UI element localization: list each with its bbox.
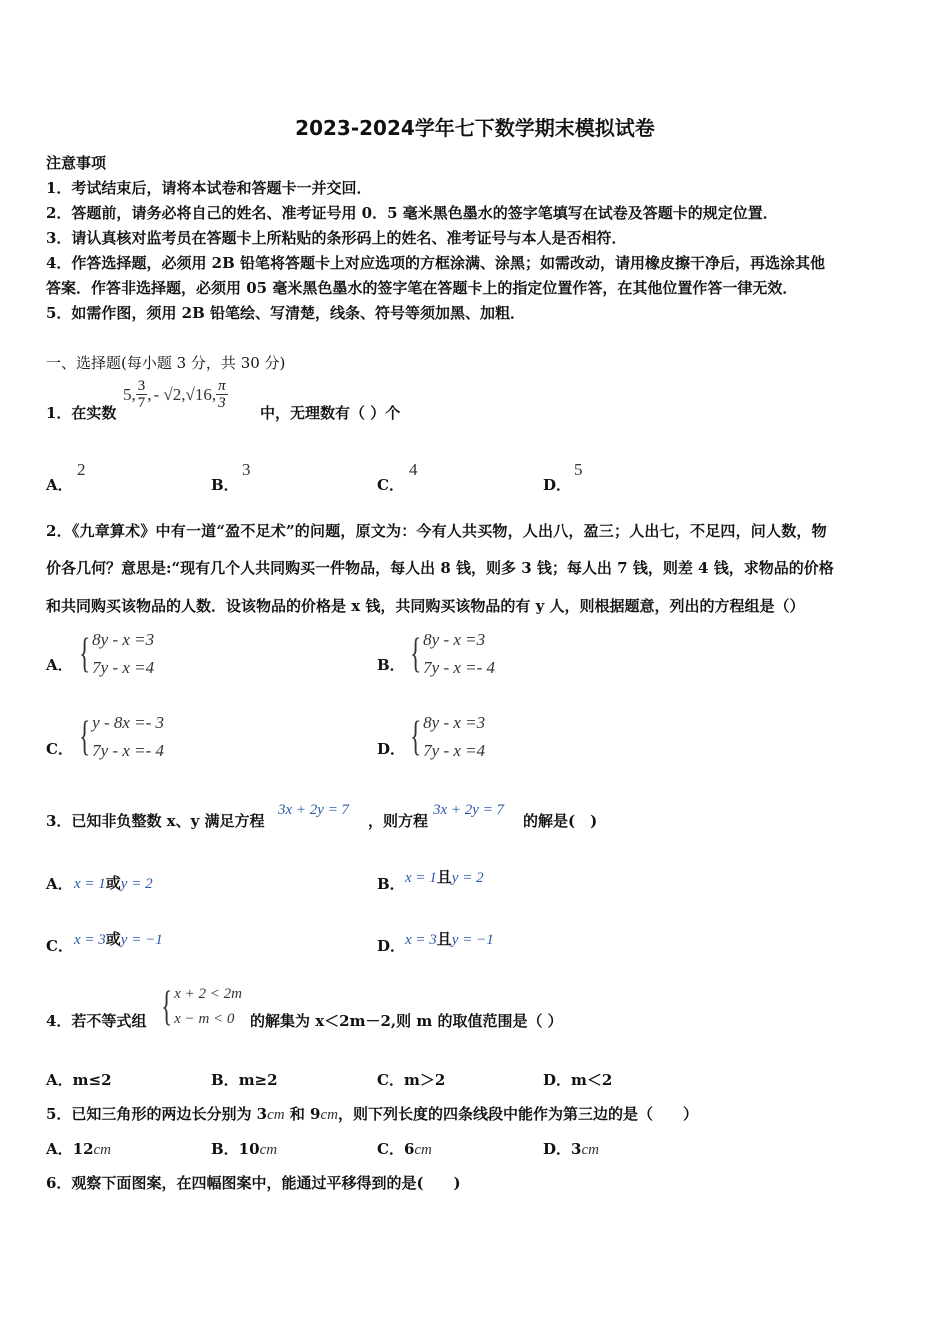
q3-equation: 3x + 2y = 7 [278, 802, 350, 818]
q3-option-a: x = 1 或 y = 2 [74, 874, 153, 892]
q2-option-a-label[interactable]: A． [46, 656, 73, 674]
q2-line: 和共同购买该物品的人数．设该物品的价格是 x 钱，共同购买该物品的有 y 人，则根据题意，列出的方程组是（） [46, 597, 805, 615]
notice-item: 5．如需作图，须用 2B 铅笔绘、写清楚，线条、符号等须加黑、加粗． [46, 304, 525, 322]
q1-option-d-value: 5 [574, 460, 583, 479]
q2-line: 价各几何？意思是:“现有几个人共同购买一件物品，每人出 8 钱，则多 3 钱；每人出 7 钱，则差 4 钱，求物品的价格 [46, 559, 834, 577]
notice-item: 4．作答选择题，必须用 2B 铅笔将答题卡上对应选项的方框涂满、涂黑；如需改动，请用橡皮擦干净后，再选涂其他 [46, 254, 826, 272]
brace-icon: { [410, 714, 422, 760]
section-heading: 一、选择题(每小题 3 分，共 30 分) [46, 354, 286, 372]
q1-numbers [123, 378, 228, 411]
q4-option-d[interactable]: D．m＜2 [543, 1071, 613, 1089]
q4-prefix: 4．若不等式组 [46, 1012, 147, 1030]
q1-fraction: $\frac{3}{7}$ [137, 378, 146, 411]
brace-icon: { [79, 631, 91, 677]
q2-option-c-label[interactable]: C． [46, 740, 73, 758]
q4-option-a[interactable]: A．m≤2 [46, 1071, 112, 1089]
q5-option-c[interactable]: C．6cm [377, 1140, 432, 1158]
notice-item: 1．考试结束后，请将本试卷和答题卡一并交回． [46, 179, 372, 197]
q6-question: 6．观察下面图案，在四幅图案中，能通过平移得到的是( ) [46, 1174, 461, 1192]
q4-system: { x + 2 < 2m x − m < 0 [161, 984, 242, 1030]
page-title: 2023-2024学年七下数学期末模拟试卷 [295, 116, 655, 140]
q3-option-c: x = 3 或 y = −1 [74, 930, 163, 948]
q5-option-a[interactable]: A．12cm [46, 1140, 112, 1158]
q2-option-a-system: { 8y - x =3 7y - x =4 [79, 630, 155, 677]
q1-number: 5, [123, 384, 136, 404]
q2-option-b-label[interactable]: B． [377, 656, 405, 674]
q1-prefix: 1．在实数 [46, 404, 117, 422]
q1-neg-sqrt2: - √2, [153, 384, 186, 404]
brace-icon: { [79, 714, 91, 760]
q1-option-c-label[interactable]: C． [377, 476, 404, 494]
q2-option-c-system: { y - 8x =- 3 7y - x =- 4 [79, 713, 165, 760]
q3-prefix: 3．已知非负整数 x、y 满足方程 [46, 812, 265, 830]
q1-option-b-label[interactable]: B． [211, 476, 239, 494]
notice-item: 答案．作答非选择题，必须用 05 毫米黑色墨水的签字笔在答题卡上的指定位置作答，在其他位置作答一律无效． [46, 279, 798, 297]
q3-option-d-label[interactable]: D． [377, 937, 406, 955]
q4-option-b[interactable]: B．m≥2 [211, 1071, 278, 1089]
brace-icon: { [161, 984, 173, 1030]
q4-suffix: 的解集为 x＜2m－2,则 m 的取值范围是（ ） [250, 1012, 563, 1030]
q1-option-d-label[interactable]: D． [543, 476, 572, 494]
q3-suffix: 的解是( ) [523, 812, 598, 830]
q3-option-b: x = 1 且 y = 2 [405, 868, 484, 886]
q2-line: 2．《九章算术》中有一道“盈不足术”的问题，原文为：今有人共买物，人出八，盈三；人出七，不足四，问人数，物 [46, 522, 827, 540]
q3-option-c-label[interactable]: C． [46, 937, 73, 955]
q1-pi-fraction: $\frac{\pi}{3}$ [218, 378, 226, 411]
q3-option-a-label[interactable]: A． [46, 875, 73, 893]
q1-option-a-label[interactable]: A． [46, 476, 73, 494]
notice-item: 3．请认真核对监考员在答题卡上所粘贴的条形码上的姓名、准考证号与本人是否相符． [46, 229, 627, 247]
q1-option-b-value: 3 [242, 460, 251, 479]
q2-option-b-system: { 8y - x =3 7y - x =- 4 [410, 630, 496, 677]
q1-comma: , [147, 384, 152, 404]
q1-sqrt16: √16, [185, 384, 217, 404]
notice-heading: 注意事项 [46, 154, 107, 172]
q4-option-c[interactable]: C．m＞2 [377, 1071, 446, 1089]
q3-option-d: x = 3 且 y = −1 [405, 930, 494, 948]
q3-option-b-label[interactable]: B． [377, 875, 405, 893]
q2-option-d-label[interactable]: D． [377, 740, 406, 758]
brace-icon: { [410, 631, 422, 677]
q3-equation-2: 3x + 2y = 7 [433, 802, 505, 818]
q5-option-b[interactable]: B．10cm [211, 1140, 278, 1158]
q1-option-a-value: 2 [77, 460, 86, 479]
q5-question: 5．已知三角形的两边长分别为 3cm 和 9cm，则下列长度的四条线段中能作为第三边的是（ ） [46, 1105, 699, 1123]
q3-middle: ，则方程 [368, 812, 429, 830]
notice-item: 2．答题前，请务必将自己的姓名、准考证号用 0．5 毫米黑色墨水的签字笔填写在试卷及答题卡的规定位置． [46, 204, 778, 222]
q1-suffix: 中，无理数有（ ）个 [260, 404, 401, 422]
q2-option-d-system: { 8y - x =3 7y - x =4 [410, 713, 486, 760]
q1-option-c-value: 4 [409, 460, 418, 479]
q5-option-d[interactable]: D．3cm [543, 1140, 599, 1158]
